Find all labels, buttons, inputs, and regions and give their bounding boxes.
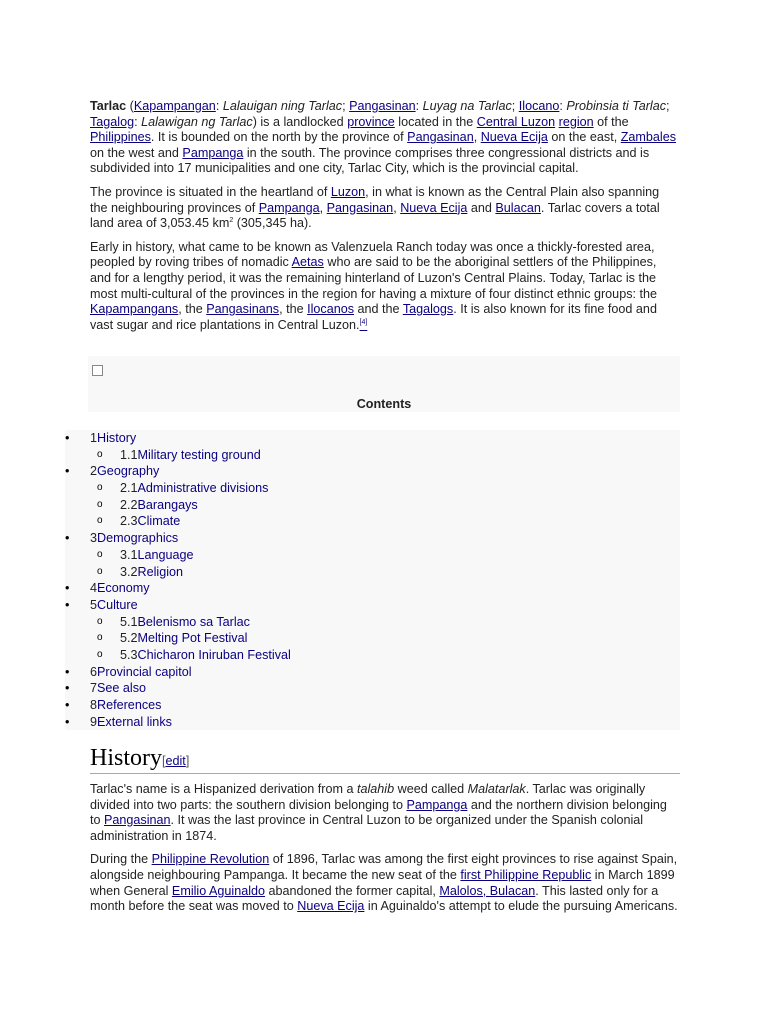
bullet-icon: o [97, 482, 103, 494]
bullet-icon: o [97, 515, 103, 527]
italic-text: Luyag na Tarlac [422, 99, 512, 113]
toc-label[interactable]: External links [97, 714, 172, 729]
toc-number: 2.3 [120, 514, 138, 529]
text: , [473, 130, 481, 145]
bullet-icon: • [65, 531, 70, 546]
toc-number: 1 [90, 431, 98, 445]
bullet-icon: o [97, 632, 103, 644]
text: During the [90, 852, 152, 867]
link-zambales[interactable]: Zambales [620, 130, 677, 145]
toc-number: 8 [90, 698, 98, 712]
section-heading-history [90, 744, 680, 774]
superscript: 2 [229, 216, 234, 224]
intro-paragraph-2 [90, 185, 680, 232]
toc-list [65, 430, 680, 730]
link-pangasinan[interactable]: Pangasinan [349, 99, 416, 113]
toc-item[interactable] [65, 447, 680, 464]
text: in March 1899 when General [90, 867, 675, 898]
toc-label[interactable]: Language [137, 547, 194, 562]
toc-link[interactable] [120, 647, 291, 664]
toc-link[interactable] [90, 697, 161, 714]
link-nueva-ecija[interactable]: Nueva Ecija [297, 899, 365, 914]
text: . This lasted only for a month before the seat was moved to [90, 883, 659, 914]
link-province[interactable]: province [347, 114, 395, 129]
italic-text: Lalauigan ning Tarlac [222, 99, 343, 113]
bullet-icon: o [97, 498, 103, 510]
article-intro [90, 99, 680, 341]
link-philippine-revolution[interactable]: Philippine Revolution [151, 852, 270, 867]
text: . Tarlac covers a total land area of 3,053.45 km [90, 200, 660, 231]
toc-link[interactable] [90, 580, 150, 597]
text: , the [279, 302, 308, 317]
toc-number: 7 [90, 681, 98, 696]
toc-link[interactable] [90, 680, 146, 697]
toc-label[interactable]: Geography [97, 464, 160, 479]
text: , the [178, 302, 207, 317]
link-kapampangans[interactable]: Kapampangans [90, 302, 179, 317]
toc-label[interactable]: Administrative divisions [137, 481, 269, 496]
text: and the [354, 302, 403, 317]
bullet-icon: • [65, 698, 70, 712]
link-emilio-aguinaldo[interactable]: Emilio Aguinaldo [171, 883, 266, 898]
toc-label[interactable]: Provincial capitol [97, 664, 192, 679]
toc-label[interactable]: Culture [97, 597, 138, 612]
link-kapampangan[interactable]: Kapampangan [133, 99, 216, 113]
history-paragraph-1 [90, 782, 680, 844]
toc-item[interactable] [65, 597, 680, 614]
text: : [134, 114, 142, 129]
toc-number: 5.1 [120, 614, 138, 629]
toc-number: 3.1 [120, 547, 138, 562]
toc-item[interactable] [65, 513, 680, 530]
toc-number: 4 [90, 581, 98, 596]
toc-label[interactable]: Military testing ground [137, 447, 261, 462]
link-ilocano[interactable]: Ilocano [518, 99, 560, 113]
toc-number: 2 [90, 464, 98, 479]
text: : [215, 99, 223, 113]
toc-label[interactable]: History [97, 431, 137, 445]
toc-link[interactable] [90, 714, 172, 731]
reference-link[interactable]: [4] [359, 318, 368, 326]
toc-link[interactable] [90, 530, 178, 547]
toc-item[interactable] [65, 564, 680, 581]
text: of 1896, Tarlac was among the first eight provinces to rise against Spain, alongside neighbouring Pampanga. It became the new seat of the [90, 852, 678, 882]
toc-toggle[interactable] [88, 356, 680, 386]
toc-number: 5 [90, 597, 98, 612]
toc-label[interactable]: Demographics [97, 531, 179, 546]
toc-number: 2.2 [120, 497, 138, 512]
edit-bracket: ] [185, 754, 190, 768]
link-bulacan[interactable]: Bulacan [495, 200, 541, 215]
link-pangasinan[interactable]: Pangasinan [326, 200, 394, 215]
toc-link[interactable] [120, 614, 250, 631]
toc-item[interactable] [65, 430, 680, 447]
italic-text: Malatarlak [467, 782, 526, 796]
toc-label[interactable]: Belenismo sa Tarlac [137, 614, 250, 629]
text: in Aguinaldo's attempt to elude the pursuing Americans. [364, 899, 678, 914]
bullet-icon: • [65, 464, 70, 479]
text: of the [593, 114, 629, 129]
link-philippines[interactable]: Philippines [90, 130, 151, 145]
link-pangasinans[interactable]: Pangasinans [206, 302, 280, 317]
toc-link[interactable] [120, 497, 198, 514]
toc-item[interactable] [65, 664, 680, 681]
toc-number: 2.1 [120, 481, 138, 496]
text: abandoned the former capital, [265, 883, 440, 898]
toc-link[interactable] [120, 547, 194, 564]
text: who are said to be the aboriginal settlers of the Philippines, and for a lengthy period, it was the remaining hinterland of Luzon's Central Plains. Today, Tarlac is the most multi-cultural of the provinces in the region for having a mixture of four distinct ethnic groups: the [90, 255, 657, 301]
text: ; [511, 99, 519, 113]
text: ; [666, 99, 670, 113]
bullet-icon: • [65, 581, 70, 596]
toc-label[interactable]: Melting Pot Festival [137, 631, 248, 646]
toc-link[interactable] [90, 664, 192, 681]
link-pampanga[interactable]: Pampanga [182, 145, 244, 160]
toc-item[interactable] [65, 530, 680, 547]
toc-label[interactable]: Economy [97, 581, 150, 596]
text: : [415, 99, 423, 113]
toc-item[interactable] [65, 580, 680, 597]
text: , in what is known as the Central Plain also spanning the neighbouring provinces of [90, 184, 660, 215]
link-pampanga[interactable]: Pampanga [406, 797, 468, 812]
italic-text: talahib [357, 782, 395, 796]
toc-label[interactable]: Climate [137, 514, 181, 529]
text: : [559, 99, 567, 113]
bullet-icon: o [97, 565, 103, 577]
toc-item[interactable] [65, 463, 680, 480]
link-aetas[interactable]: Aetas [291, 255, 324, 270]
toc-item[interactable] [65, 497, 680, 514]
history-paragraph-2 [90, 852, 680, 914]
link-central-luzon[interactable]: Central Luzon [476, 114, 556, 129]
toc-number: 9 [90, 714, 98, 729]
toc-item[interactable] [65, 480, 680, 497]
link-first-philippine-republic[interactable]: first Philippine Republic [460, 867, 592, 882]
toc-number: 3 [90, 531, 98, 546]
article-subject: Tarlac [90, 99, 127, 113]
bullet-icon: o [97, 548, 103, 560]
bullet-icon: • [65, 431, 70, 445]
toc-label[interactable]: Chicharon Iniruban Festival [137, 647, 291, 662]
table-of-contents [88, 356, 680, 412]
text: in the south. The province comprises three congressional districts and is subdivided into 17 municipalities and one city, Tarlac City, which is the provincial capital. [90, 145, 650, 176]
text: . Tarlac was originally divided into two parts: the southern division belonging to [90, 782, 646, 812]
toc-link[interactable] [90, 430, 136, 447]
text: . It is bounded on the north by the province of [150, 130, 408, 145]
text: on the east, [547, 130, 621, 145]
toc-item[interactable] [65, 680, 680, 697]
text: on the west and [90, 145, 183, 160]
bullet-icon: • [65, 597, 70, 612]
edit-link[interactable]: edit [165, 754, 186, 768]
toc-label[interactable]: Barangays [137, 497, 198, 512]
text: (305,345 ha). [233, 216, 312, 231]
text: , [319, 200, 327, 215]
intro-paragraph-3 [90, 240, 680, 334]
bullet-icon: o [97, 615, 103, 627]
toc-link[interactable] [90, 597, 138, 614]
text: . It was the last province in Central Luzon to be organized under the Spanish colonial administration in 1874. [90, 813, 644, 843]
toc-label[interactable]: Religion [137, 564, 184, 579]
toc-link[interactable] [90, 463, 159, 480]
intro-paragraph-1 [90, 99, 680, 177]
link-tagalog[interactable]: Tagalog [90, 114, 135, 129]
bullet-icon: • [65, 714, 70, 729]
text: ; [342, 99, 350, 113]
toc-item[interactable] [65, 697, 680, 714]
toc-number: 5.3 [120, 647, 138, 662]
text: The province is situated in the heartland of [90, 184, 331, 199]
toc-item[interactable] [65, 630, 680, 647]
text: ) is a landlocked [252, 114, 348, 129]
toc-link[interactable] [120, 564, 183, 581]
toc-number: 5.2 [120, 631, 138, 646]
text: ( [126, 99, 134, 113]
link-pangasinan[interactable]: Pangasinan [407, 130, 474, 145]
toc-item[interactable] [65, 547, 680, 564]
text: Early in history, what came to be known as Valenzuela Ranch today was once a thickly-forested area, peopled by roving tribes of nomadic [90, 239, 655, 270]
toc-link[interactable] [120, 630, 247, 647]
text: Tarlac's name is a Hispanized derivation from a [90, 782, 357, 796]
text: , [393, 200, 401, 215]
text: weed called [394, 782, 468, 796]
link-nueva-ecija[interactable]: Nueva Ecija [480, 130, 548, 145]
text: . It is also known for its fine food and vast sugar and rice plantations in Central Luzon. [90, 302, 657, 332]
toc-link[interactable] [120, 480, 268, 497]
bullet-icon: • [65, 664, 70, 679]
toc-link[interactable] [120, 513, 180, 530]
toc-number: 1.1 [120, 447, 138, 462]
toc-title: Contents [88, 386, 680, 412]
toc-number: 6 [90, 664, 98, 679]
link-luzon[interactable]: Luzon [330, 184, 366, 199]
link-ilocanos[interactable]: Ilocanos [307, 302, 355, 317]
italic-text: Lalawigan ng Tarlac [141, 114, 253, 129]
edit-bracket: [ [162, 754, 166, 768]
link-malolos-bulacan[interactable]: Malolos, Bulacan [439, 883, 536, 898]
text: and [467, 200, 496, 215]
bullet-icon: o [97, 648, 103, 660]
link-pangasinan[interactable]: Pangasinan [104, 813, 171, 828]
link-tagalogs[interactable]: Tagalogs [402, 302, 454, 317]
toc-label[interactable]: References [97, 698, 162, 712]
text: and the northern division belonging to [90, 797, 667, 828]
toc-item[interactable] [65, 647, 680, 664]
link-region[interactable]: region [558, 114, 594, 129]
toc-label[interactable]: See also [97, 681, 147, 696]
link-nueva-ecija[interactable]: Nueva Ecija [400, 200, 468, 215]
section-title: History [90, 745, 162, 771]
bullet-icon: o [97, 448, 103, 460]
toc-link[interactable] [120, 447, 261, 464]
toc-item[interactable] [65, 714, 680, 731]
toc-number: 3.2 [120, 564, 138, 579]
italic-text: Probinsia ti Tarlac [566, 99, 667, 113]
bullet-icon: • [65, 681, 70, 696]
link-pampanga[interactable]: Pampanga [258, 200, 320, 215]
checkbox-icon[interactable] [92, 365, 103, 376]
toc-item[interactable] [65, 614, 680, 631]
history-section [90, 782, 680, 923]
text: located in the [394, 114, 477, 129]
